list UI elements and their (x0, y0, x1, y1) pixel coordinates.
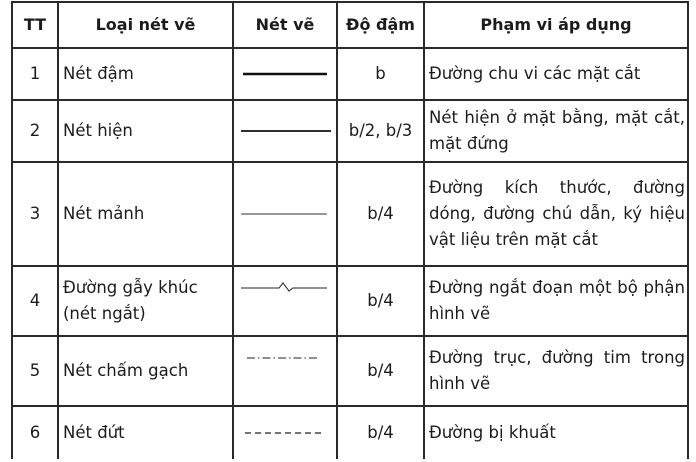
line-type-name: Đường gẫy khúc (nét ngắt) (58, 266, 233, 336)
header-tt: TT (12, 2, 58, 48)
table-row (12, 406, 688, 459)
header-line-type: Loại nét vẽ (58, 2, 233, 48)
break-line-icon (233, 266, 337, 336)
line-weight: b/4 (337, 266, 424, 336)
header-scope: Phạm vi áp dụng (424, 2, 688, 48)
line-scope: Nét hiện ở mặt bằng, mặt cắt, mặt đứng (424, 100, 688, 162)
table-row (12, 100, 688, 162)
table-row (12, 48, 688, 100)
line-scope: Đường ngắt đoạn một bộ phận hình vẽ (424, 266, 688, 336)
line-weight: b (337, 48, 424, 100)
line-weight: b/4 (337, 162, 424, 266)
line-type-name: Nét hiện (58, 100, 233, 162)
line-type-name: Nét mảnh (58, 162, 233, 266)
dash-dot-line-icon (233, 336, 337, 406)
row-number: 4 (12, 266, 58, 336)
row-number: 1 (12, 48, 58, 100)
line-weight: b/2, b/3 (337, 100, 424, 162)
line-type-name: Nét đứt (58, 406, 233, 459)
header-row (12, 2, 688, 48)
line-weight: b/4 (337, 406, 424, 459)
table-row (12, 162, 688, 266)
solid-line-icon (233, 100, 337, 162)
line-type-name: Nét đậm (58, 48, 233, 100)
table-row (12, 336, 688, 406)
thin-solid-line-icon (233, 162, 337, 266)
thick-solid-line-icon (233, 48, 337, 100)
line-scope: Đường kích thước, đường dóng, đường chú dẫn, ký hiệu vật liệu trên mặt cắt (424, 162, 688, 266)
header-weight: Độ đậm (337, 2, 424, 48)
line-scope: Đường bị khuất (424, 406, 688, 459)
header-stroke: Nét vẽ (233, 2, 337, 48)
line-type-name: Nét chấm gạch (58, 336, 233, 406)
line-scope: Đường chu vi các mặt cắt (424, 48, 688, 100)
row-number: 5 (12, 336, 58, 406)
line-weight: b/4 (337, 336, 424, 406)
dashed-line-icon (233, 406, 337, 459)
row-number: 3 (12, 162, 58, 266)
table-row (12, 266, 688, 336)
row-number: 6 (12, 406, 58, 459)
line-types-table (11, 1, 689, 459)
row-number: 2 (12, 100, 58, 162)
line-scope: Đường trục, đường tim trong hình vẽ (424, 336, 688, 406)
